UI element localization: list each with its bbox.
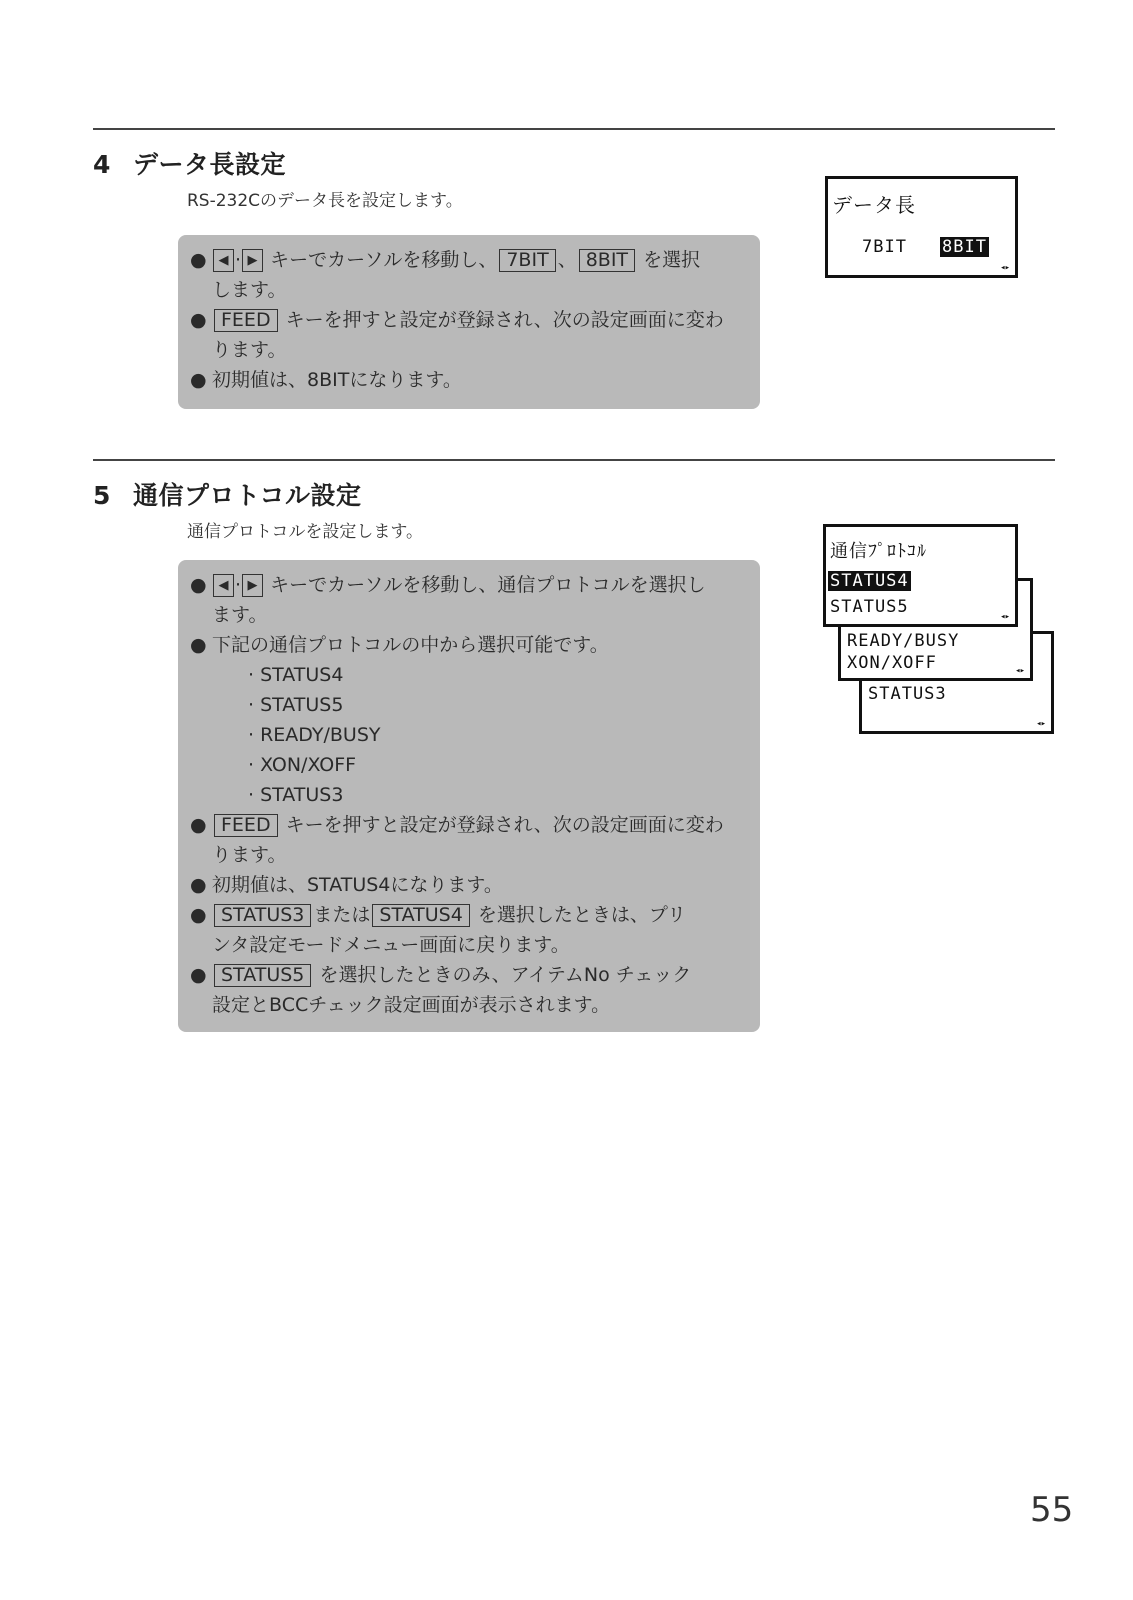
bullet-icon: ● [190, 814, 207, 836]
key-separator: · [235, 574, 242, 596]
section5-bullet2-text: 下記の通信プロトコルの中から選択可能です。 [212, 634, 609, 656]
protocol-list-item: · STATUS5 [248, 694, 344, 716]
section4-lcd-screen [825, 176, 1018, 278]
key-feed: FEED [214, 814, 278, 837]
lcd-left-right-arrows-icon: ◂▸ [1000, 263, 1009, 273]
section5-bullet-1 [190, 570, 742, 630]
section5-number: 5 [93, 481, 111, 510]
section5-rule [93, 459, 1055, 461]
section4-heading [93, 145, 286, 181]
lcd-title: 通信ﾌﾟﾛﾄｺﾙ [830, 541, 927, 562]
key-7bit: 7BIT [499, 249, 555, 272]
section5-intro: 通信プロトコルを設定します。 [187, 522, 423, 542]
lcd-status4-selected: STATUS4 [830, 571, 909, 591]
section4-bullet2-text: キーを押すと設定が登録され、次の設定画面に変わ [285, 309, 724, 331]
section5-bullet-5 [190, 900, 742, 960]
section5-bullet-4 [190, 870, 742, 900]
lcd-option-8bit-selected: 8BIT [942, 237, 987, 257]
lcd-ready-busy-line: READY/BUSY [847, 631, 960, 651]
bullet-icon: ● [190, 309, 207, 331]
left-arrow-key-icon: ◀ [213, 574, 234, 597]
bullet-icon: ● [190, 249, 207, 271]
section5-bullet4-text: 初期値は、STATUS4になります。 [212, 874, 503, 896]
lcd-left-right-arrows-icon: ◂▸ [1036, 719, 1045, 729]
section4-bullet3-text: 初期値は、8BITになります。 [212, 369, 462, 391]
section4-bullet2-cont: ります。 [212, 339, 287, 361]
lcd-status5-line: STATUS5 [830, 597, 909, 617]
section5-bullet5-text: を選択したときは、プリ [477, 904, 687, 926]
bullet-icon: ● [190, 634, 207, 656]
right-arrow-key-icon: ▶ [242, 249, 263, 272]
bullet-icon: ● [190, 964, 207, 986]
key-feed: FEED [214, 309, 278, 332]
section4-note-box [178, 235, 760, 409]
section5-lcd-screen-1 [823, 524, 1018, 627]
section5-bullet6-text: を選択したときのみ、アイテムNo チェック [319, 964, 692, 986]
lcd-left-right-arrows-icon: ◂▸ [1000, 612, 1009, 622]
lcd-title: データ長 [832, 193, 916, 217]
key-status4: STATUS4 [372, 904, 469, 927]
lcd-option-7bit: 7BIT [862, 237, 907, 257]
section4-number: 4 [93, 150, 111, 179]
left-arrow-key-icon: ◀ [213, 249, 234, 272]
section5-bullet-3 [190, 810, 742, 870]
section4-bullet1-sep: 、 [557, 249, 577, 271]
page-number: 55 [1030, 1490, 1074, 1530]
section4-rule [93, 128, 1055, 130]
key-status5: STATUS5 [214, 964, 311, 987]
right-arrow-key-icon: ▶ [242, 574, 263, 597]
section4-bullet1-tail: を選択 [643, 249, 701, 271]
section4-bullet1-text: キーでカーソルを移動し、 [270, 249, 498, 271]
protocol-list-item: · STATUS3 [248, 784, 344, 806]
section4-bullet-3 [190, 365, 742, 395]
section5-bullet1-cont: ます。 [212, 604, 268, 626]
key-status3: STATUS3 [214, 904, 311, 927]
lcd-xon-xoff-line: XON/XOFF [847, 653, 937, 673]
section5-bullet5-mid: または [313, 904, 371, 926]
bullet-icon: ● [190, 904, 207, 926]
protocol-list-item: · STATUS4 [248, 664, 344, 686]
section5-note-box [178, 560, 760, 1032]
section5-bullet-6 [190, 960, 742, 1020]
section4-title: データ長設定 [133, 150, 287, 179]
section5-bullet3-cont: ります。 [212, 844, 287, 866]
section4-bullet-2 [190, 305, 742, 365]
lcd-left-right-arrows-icon: ◂▸ [1015, 666, 1024, 676]
section5-title: 通信プロトコル設定 [133, 481, 362, 510]
key-separator: · [235, 249, 242, 271]
section5-bullet6-cont: 設定とBCCチェック設定画面が表示されます。 [212, 994, 611, 1016]
section5-bullet3-text: キーを押すと設定が登録され、次の設定画面に変わ [285, 814, 724, 836]
bullet-icon: ● [190, 874, 207, 896]
section5-bullet5-cont: ンタ設定モードメニュー画面に戻ります。 [212, 934, 570, 956]
section4-bullet1-cont: します。 [212, 279, 287, 301]
bullet-icon: ● [190, 369, 207, 391]
section5-bullet-2 [190, 630, 742, 660]
section5-bullet1-text: キーでカーソルを移動し、通信プロトコルを選択し [270, 574, 706, 596]
protocol-list-item: · XON/XOFF [248, 754, 357, 776]
section4-intro: RS-232Cのデータ長を設定します。 [187, 191, 463, 211]
section4-bullet-1 [190, 245, 742, 305]
lcd-status3-line: STATUS3 [868, 684, 947, 704]
protocol-list-item: · READY/BUSY [248, 724, 381, 746]
key-8bit: 8BIT [579, 249, 635, 272]
bullet-icon: ● [190, 574, 207, 596]
section5-heading [93, 476, 362, 512]
